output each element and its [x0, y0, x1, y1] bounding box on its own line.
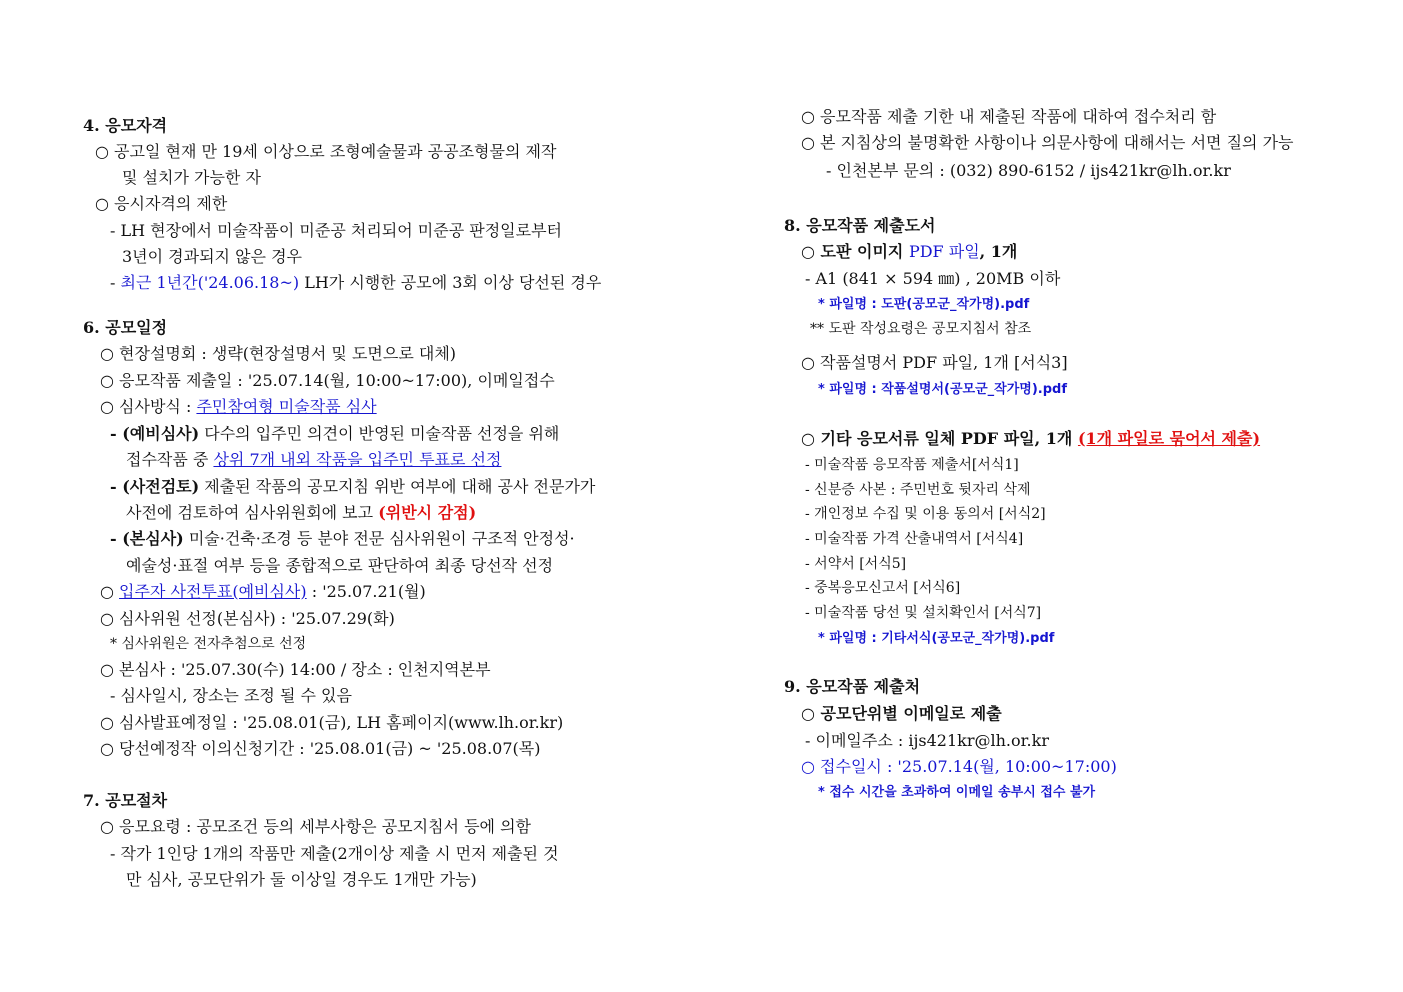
s4-line2: ○ 응시자격의 제한 — [95, 194, 228, 213]
s6-line4: - (예비심사) 다수의 입주민 의견이 반영된 미술작품 선정을 위해 — [110, 424, 560, 443]
s8-line7: ○ 기타 응모서류 일체 PDF 파일, 1개 (1개 파일로 묶어서 제출) — [801, 429, 1261, 448]
s8-line8: - 미술작품 응모작품 제출서[서식1] — [805, 457, 1019, 473]
s6-line5b: 사전에 검토하여 심사위원회에 보고 (위반시 감점) — [126, 503, 477, 522]
s6-line9: * 심사위원은 전자추첨으로 선정 — [110, 636, 307, 652]
rt-line3: - 인천본부 문의 : (032) 890-6152 / ijs421kr@lh.or.kr — [826, 161, 1231, 180]
section-9-title: 9. 응모작품 제출처 — [784, 677, 921, 696]
s6-line13: ○ 당선예정작 이의신청기간 : '25.08.01(금) ~ '25.08.07(목) — [100, 739, 541, 758]
s9-line2: - 이메일주소 : ijs421kr@lh.or.kr — [805, 731, 1049, 750]
s9-line4: * 접수 시간을 초과하여 이메일 송부시 접수 불가 — [818, 785, 1096, 800]
rt-line1: ○ 응모작품 제출 기한 내 제출된 작품에 대하여 접수처리 함 — [801, 107, 1217, 126]
s6-line6b: 예술성·표절 여부 등을 종합적으로 판단하여 최종 당선작 선정 — [126, 556, 554, 575]
section-7-title: 7. 공모절차 — [83, 791, 168, 810]
s8-line3: * 파일명 : 도판(공모군_작가명).pdf — [818, 297, 1030, 312]
s4-line1b: 및 설치가 가능한 자 — [122, 168, 261, 187]
rt-line2: ○ 본 지침상의 불명확한 사항이나 의문사항에 대해서는 서면 질의 가능 — [801, 133, 1294, 152]
s4-line3b: 3년이 경과되지 않은 경우 — [122, 247, 302, 266]
s6-line11: - 심사일시, 장소는 조정 될 수 있음 — [110, 686, 352, 705]
s8-line5: ○ 작품설명서 PDF 파일, 1개 [서식3] — [801, 353, 1068, 372]
pre-vote-link[interactable]: 입주자 사전투표(예비심사) — [119, 582, 307, 601]
s8-line13: - 중복응모신고서 [서식6] — [805, 580, 961, 596]
s6-line4b: 접수작품 중 상위 7개 내외 작품을 입주민 투표로 선정 — [126, 450, 502, 469]
section-4-title: 4. 응모자격 — [83, 116, 168, 135]
s4-line4: - 최근 1년간('24.06.18~) LH가 시행한 공모에 3회 이상 당선된 경우 — [110, 273, 602, 292]
s8-line1: ○ 도판 이미지 PDF 파일, 1개 — [801, 242, 1018, 261]
s4-line3: - LH 현장에서 미술작품이 미준공 처리되어 미준공 판정일로부터 — [110, 221, 562, 240]
s8-line6: * 파일명 : 작품설명서(공모군_작가명).pdf — [818, 382, 1067, 397]
s6-line5: - (사전검토) 제출된 작품의 공모지침 위반 여부에 대해 공사 전문가가 — [110, 477, 596, 496]
s7-line2: - 작가 1인당 1개의 작품만 제출(2개이상 제출 시 먼저 제출된 것 — [110, 844, 559, 863]
s6-line1: ○ 현장설명회 : 생략(현장설명서 및 도면으로 대체) — [100, 344, 457, 363]
s8-line11: - 미술작품 가격 산출내역서 [서식4] — [805, 531, 1024, 547]
s6-line10: ○ 본심사 : '25.07.30(수) 14:00 / 장소 : 인천지역본부 — [100, 660, 491, 679]
s8-line10: - 개인정보 수집 및 이용 동의서 [서식2] — [805, 506, 1046, 522]
s8-line15: * 파일명 : 기타서식(공모군_작가명).pdf — [818, 631, 1055, 646]
s6-line8: ○ 심사위원 선정(본심사) : '25.07.29(화) — [100, 609, 395, 628]
s7-line1: ○ 응모요령 : 공모조건 등의 세부사항은 공모지침서 등에 의함 — [100, 817, 531, 836]
section-6-title: 6. 공모일정 — [83, 318, 168, 337]
s8-line14: - 미술작품 당선 및 설치확인서 [서식7] — [805, 605, 1042, 621]
s8-line12: - 서약서 [서식5] — [805, 556, 907, 572]
section-8-title: 8. 응모작품 제출도서 — [784, 216, 936, 235]
s6-line12: ○ 심사발표예정일 : '25.08.01(금), LH 홈페이지(www.lh.or.kr) — [100, 713, 564, 732]
s6-line6: - (본심사) 미술·건축·조경 등 분야 전문 심사위원이 구조적 안정성· — [110, 529, 575, 548]
review-method-link[interactable]: 주민참여형 미술작품 심사 — [196, 397, 377, 416]
s9-line1: ○ 공모단위별 이메일로 제출 — [801, 704, 1002, 723]
s8-line2: - A1 (841 × 594 ㎜) , 20MB 이하 — [805, 269, 1061, 288]
s6-line7: ○ 입주자 사전투표(예비심사) : '25.07.21(월) — [100, 582, 426, 601]
s6-line2: ○ 응모작품 제출일 : '25.07.14(월, 10:00~17:00), 이메일접수 — [100, 371, 555, 390]
s6-line3: ○ 심사방식 : 주민참여형 미술작품 심사 — [100, 397, 377, 416]
s8-line4: ** 도판 작성요령은 공모지침서 참조 — [810, 321, 1032, 337]
s9-line3: ○ 접수일시 : '25.07.14(월, 10:00~17:00) — [801, 757, 1117, 776]
s7-line2b: 만 심사, 공모단위가 둘 이상일 경우도 1개만 가능) — [126, 870, 477, 889]
s4-line1: ○ 공고일 현재 만 19세 이상으로 조형예술물과 공공조형물의 제작 — [95, 142, 557, 161]
resident-vote-link[interactable]: 상위 7개 내외 작품을 입주민 투표로 선정 — [213, 450, 502, 469]
s8-line9: - 신분증 사본 : 주민번호 뒷자리 삭제 — [805, 482, 1031, 498]
